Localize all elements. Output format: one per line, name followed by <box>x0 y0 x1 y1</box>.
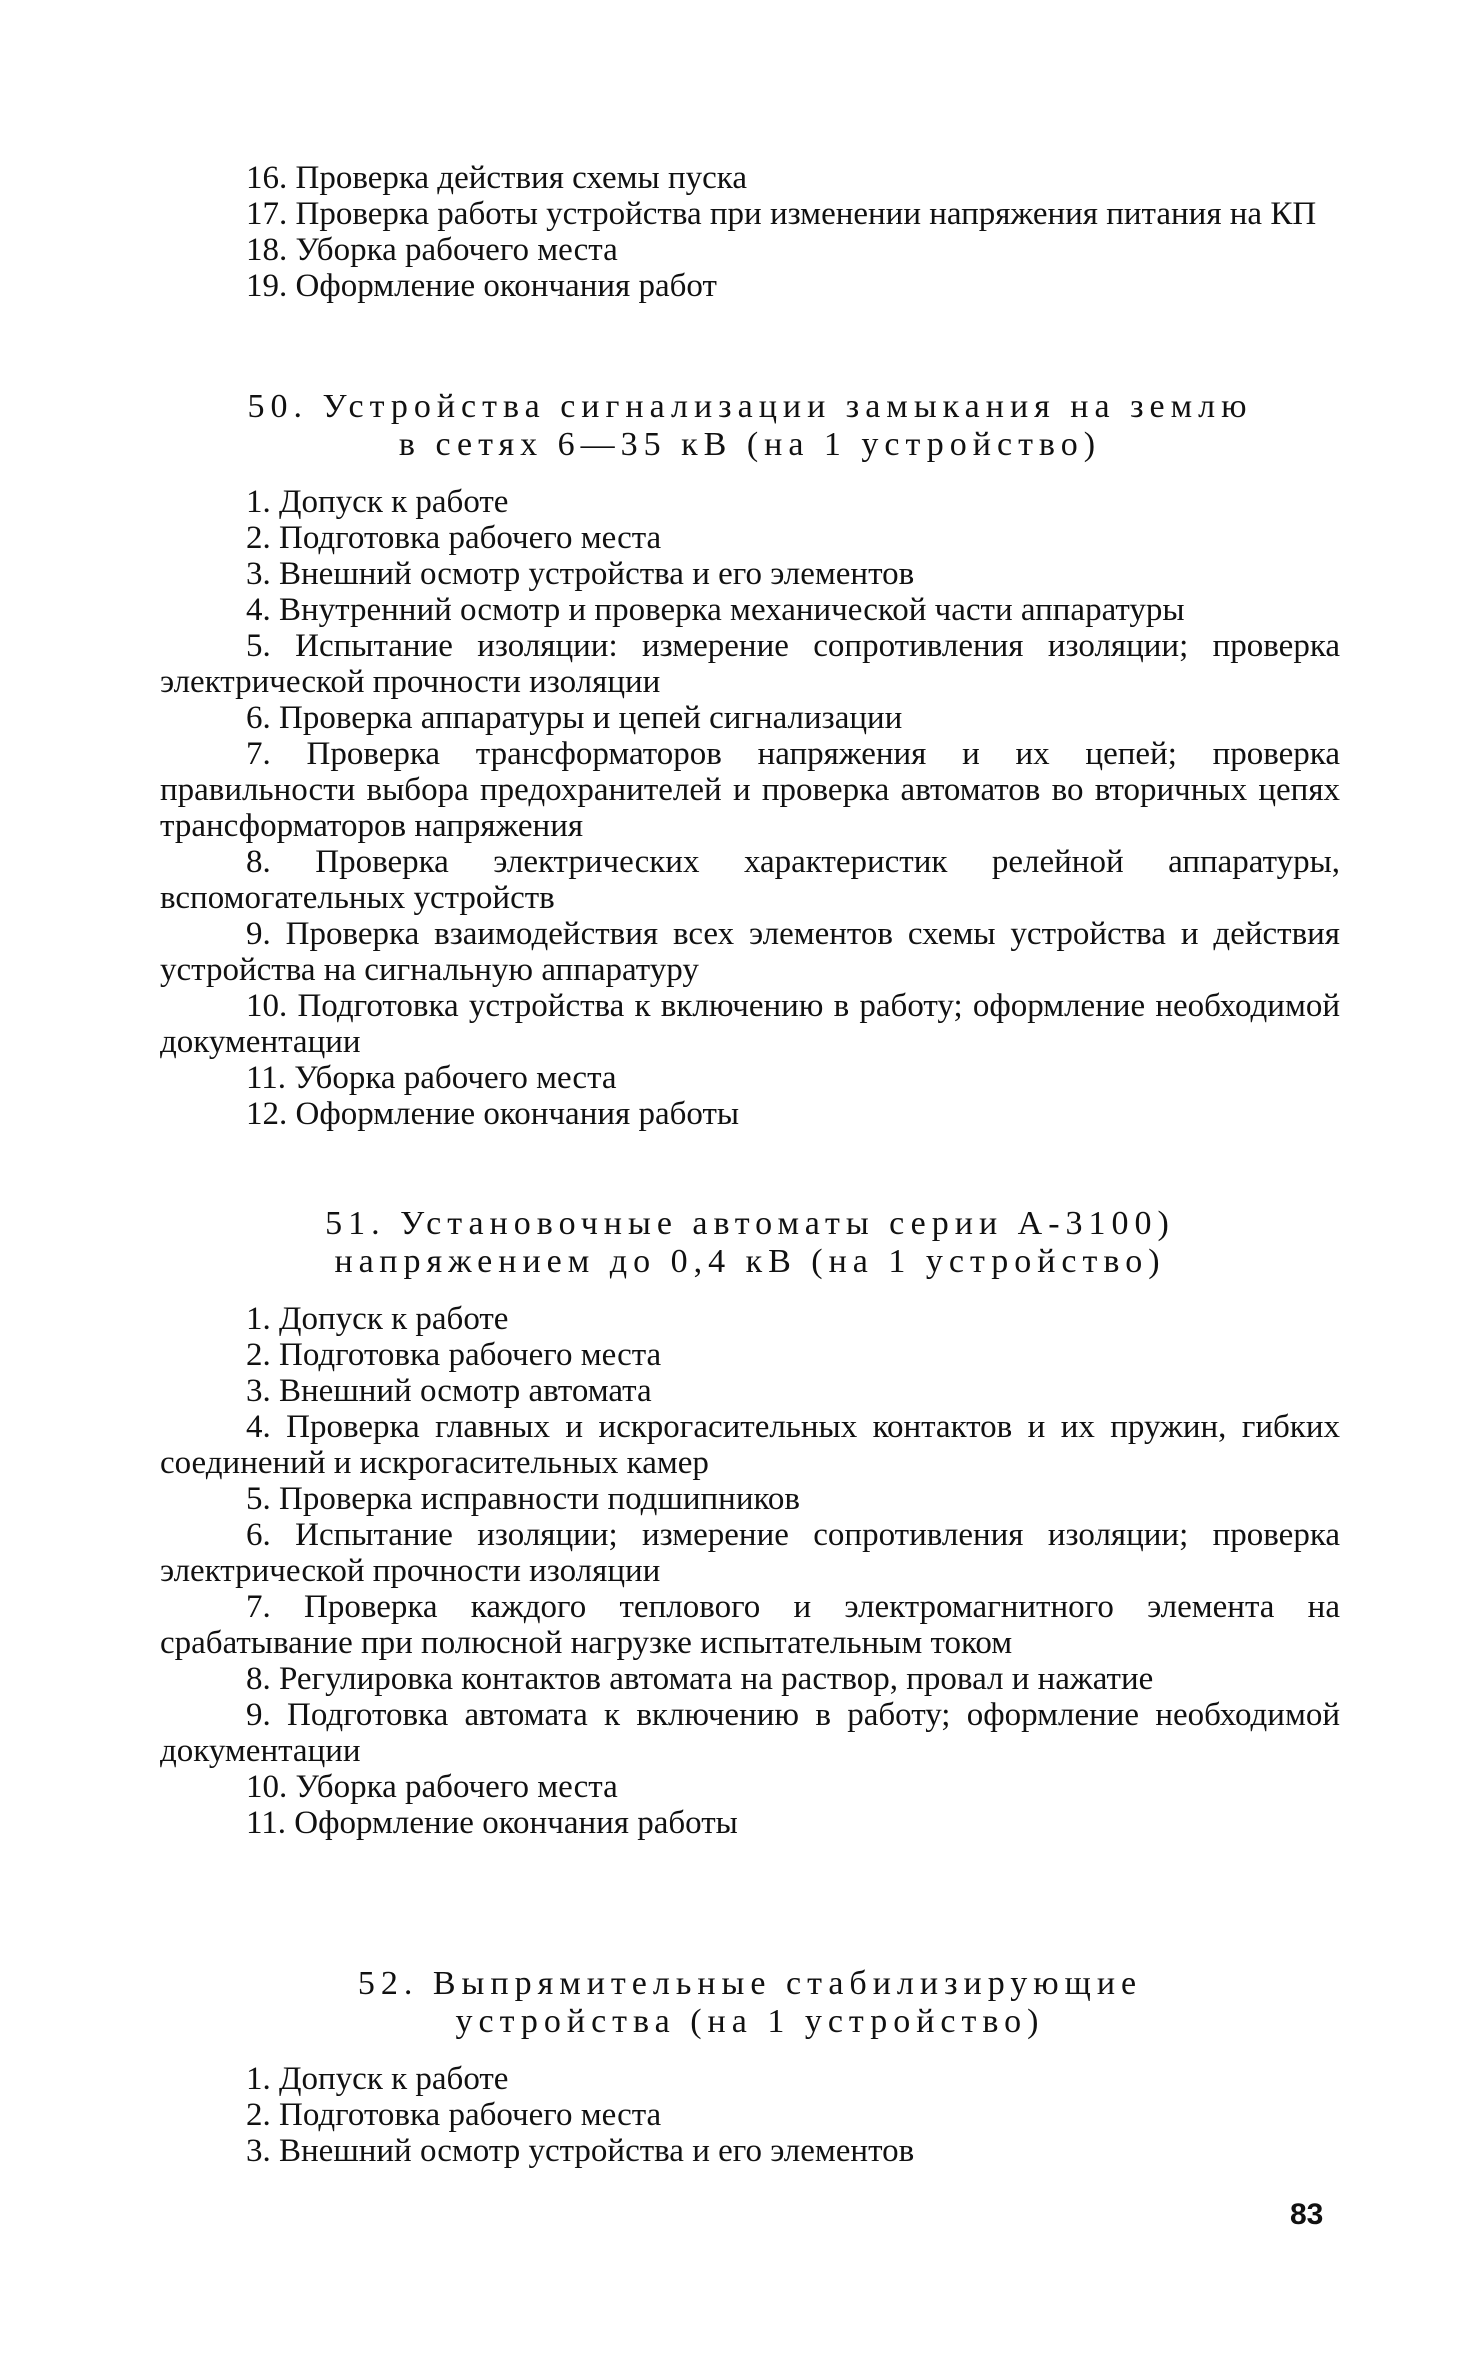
list-item: 7. Проверка каждого теплового и электромагнитного элемента на срабатывание при полюсной нагрузке испытательным током <box>160 1589 1340 1661</box>
page-number: 83 <box>1290 2198 1324 2231</box>
list-item: 9. Проверка взаимодействия всех элементов схемы устройства и действия устройства на сигнальную аппаратуру <box>160 916 1340 988</box>
list-item: 12. Оформление окончания работы <box>246 1096 740 1132</box>
section-52 <box>160 1965 1340 2169</box>
list-item: 2. Подготовка рабочего места <box>246 1337 662 1373</box>
section-subtitle: в сетях 6—35 кВ (на 1 устройство) <box>398 426 1102 463</box>
list-item: 3. Внешний осмотр устройства и его элементов <box>246 2133 915 2169</box>
list-item: 3. Внешний осмотр устройства и его элементов <box>246 556 915 592</box>
list-item: 4. Внутренний осмотр и проверка механической части аппаратуры <box>246 592 1185 628</box>
list-item: 3. Внешний осмотр автомата <box>246 1373 652 1409</box>
top-list <box>160 160 1340 304</box>
list-item: 2. Подготовка рабочего места <box>246 520 662 556</box>
list-item: 8. Регулировка контактов автомата на раствор, провал и нажатие <box>246 1661 1154 1697</box>
list-item: 17. Проверка работы устройства при изменении напряжения питания на КП <box>246 196 1317 232</box>
list-item: 19. Оформление окончания работ <box>246 268 717 304</box>
section-subtitle: устройства (на 1 устройство) <box>455 2003 1045 2040</box>
list-item: 11. Оформление окончания работы <box>246 1805 738 1841</box>
section-title: 51. Установочные автоматы серии А-3100) <box>325 1205 1175 1242</box>
list-item: 8. Проверка электрических характеристик релейной аппаратуры, вспомогательных устройств <box>160 844 1340 916</box>
list-item: 9. Подготовка автомата к включению в работу; оформление необходимой документации <box>160 1697 1340 1769</box>
list-item: 1. Допуск к работе <box>246 1301 509 1337</box>
list-item: 11. Уборка рабочего места <box>246 1060 617 1096</box>
list-item: 6. Проверка аппаратуры и цепей сигнализации <box>246 700 903 736</box>
section-title: 52. Выпрямительные стабилизирующие <box>357 1965 1143 2002</box>
list-item: 2. Подготовка рабочего места <box>246 2097 662 2133</box>
list-item: 6. Испытание изоляции; измерение сопротивления изоляции; проверка электрической прочности изоляции <box>160 1517 1340 1589</box>
list-item: 4. Проверка главных и искрогасительных контактов и их пружин, гибких соединений и искрогасительных камер <box>160 1409 1340 1481</box>
list-item: 5. Испытание изоляции: измерение сопротивления изоляции; проверка электрической прочности изоляции <box>160 628 1340 700</box>
list-item: 1. Допуск к работе <box>246 2061 509 2097</box>
section-51 <box>160 1205 1340 1841</box>
list-item: 10. Уборка рабочего места <box>246 1769 618 1805</box>
section-50 <box>160 388 1340 1132</box>
list-item: 18. Уборка рабочего места <box>246 232 618 268</box>
list-item: 5. Проверка исправности подшипников <box>246 1481 800 1517</box>
list-item: 10. Подготовка устройства к включению в работу; оформление необходимой документации <box>160 988 1340 1060</box>
section-title: 50. Устройства сигнализации замыкания на землю <box>247 388 1253 425</box>
list-item: 1. Допуск к работе <box>246 484 509 520</box>
list-item: 16. Проверка действия схемы пуска <box>246 160 747 196</box>
list-item: 7. Проверка трансформаторов напряжения и их цепей; проверка правильности выбора предохранителей и проверка автоматов во вторичных цепях трансформаторов напряжения <box>160 736 1340 844</box>
section-subtitle: напряжением до 0,4 кВ (на 1 устройство) <box>334 1243 1166 1280</box>
